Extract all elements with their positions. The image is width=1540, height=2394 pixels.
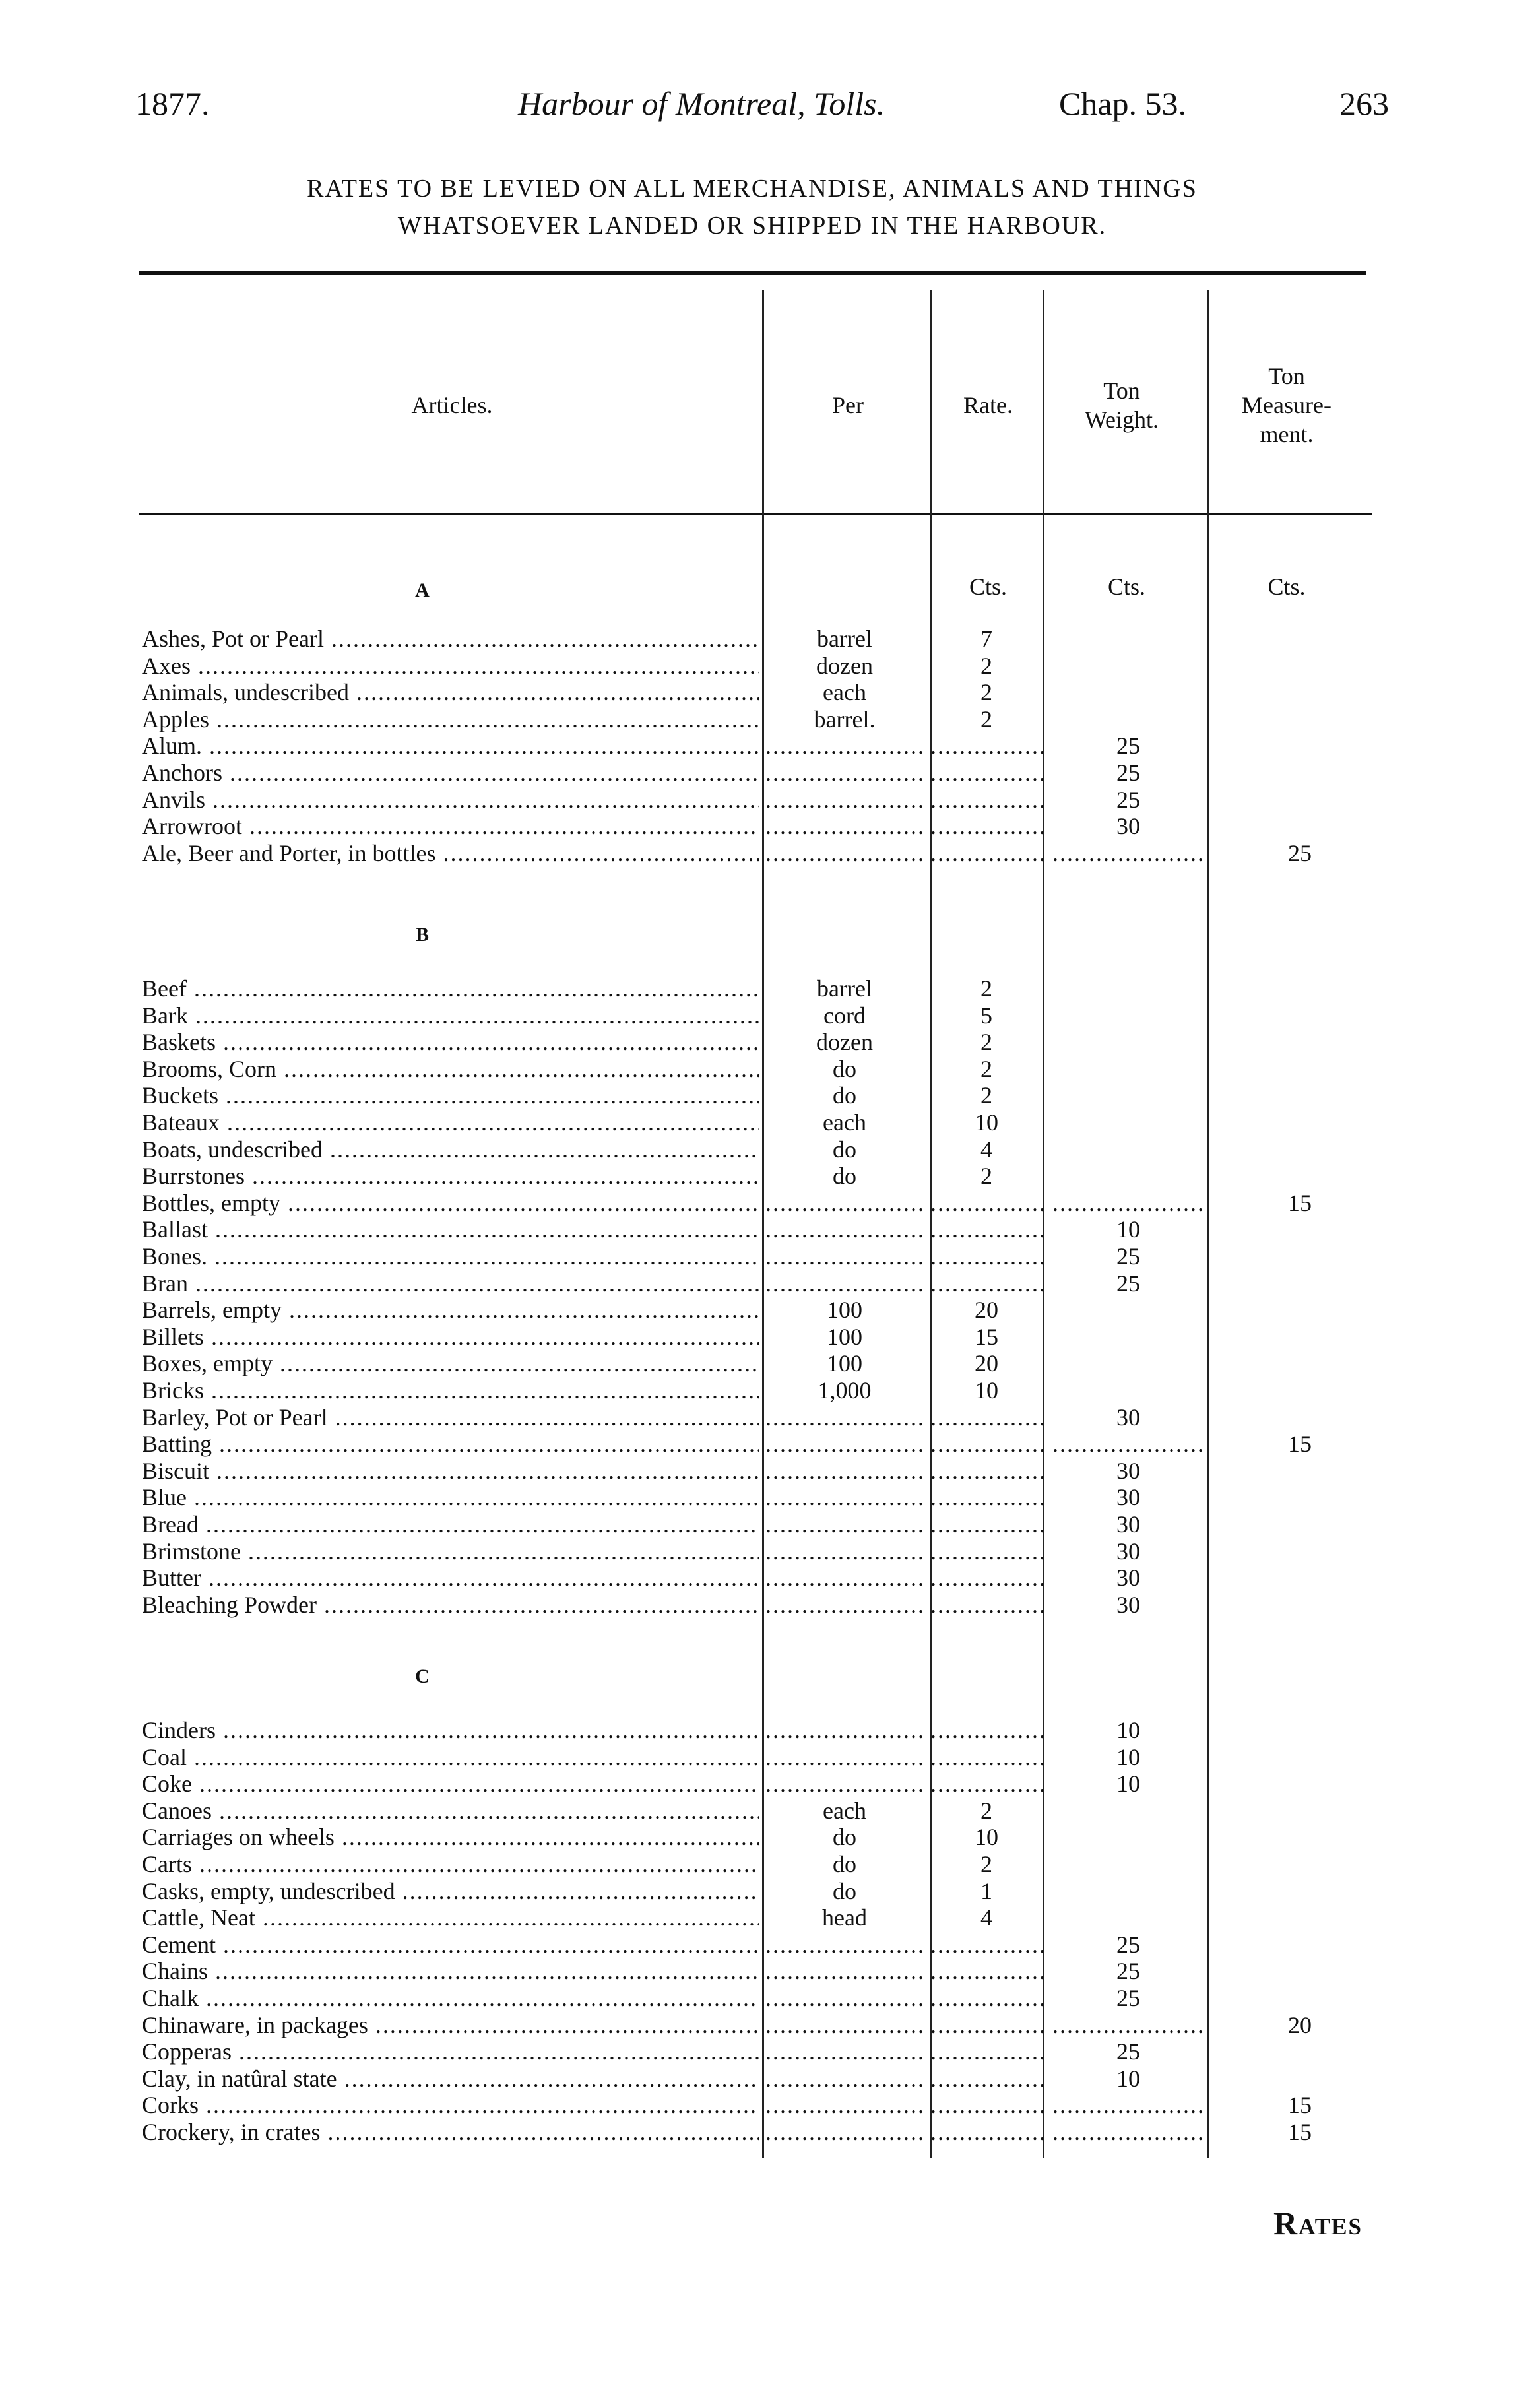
rate-cell xyxy=(930,1717,1043,1743)
table-row xyxy=(142,1243,1382,1270)
per-cell xyxy=(765,1565,924,1591)
table-row xyxy=(142,1958,1382,1984)
article-name: Biscuit ..... xyxy=(142,1458,759,1484)
rate-cell: 5 xyxy=(980,1002,992,1029)
per-cell xyxy=(765,1717,924,1743)
table-row xyxy=(142,2119,1382,2145)
per-cell: do xyxy=(833,1877,856,1904)
article-name: Bottles, empty ..... xyxy=(142,1190,759,1216)
rate-cell xyxy=(930,1931,1043,1958)
catchword: Rates xyxy=(1273,2205,1363,2242)
per-cell xyxy=(765,760,924,786)
article-name: Apples ..... xyxy=(142,706,759,732)
article-name: Canoes ..... xyxy=(142,1797,759,1824)
article-name: Brimstone ..... xyxy=(142,1538,759,1565)
table-row xyxy=(142,1163,1382,1189)
ton-weight-cell xyxy=(1052,2119,1204,2145)
header-title: Harbour of Montreal, Tolls. xyxy=(518,85,885,122)
rate-cell xyxy=(930,1770,1043,1797)
rate-cell xyxy=(930,1216,1043,1243)
rate-cell xyxy=(930,1270,1043,1297)
ton-weight-cell: 30 xyxy=(1116,1404,1140,1431)
article-name: Butter ..... xyxy=(142,1565,759,1591)
ton-weight-cell: 30 xyxy=(1116,1511,1140,1537)
per-cell: do xyxy=(833,1136,856,1163)
article-name: Bran ..... xyxy=(142,1270,759,1297)
column-header-articles: Articles. xyxy=(411,392,493,418)
table-row xyxy=(142,813,1382,839)
article-name: Boats, undescribed ..... xyxy=(142,1136,759,1163)
per-cell: do xyxy=(833,1055,856,1082)
table-row xyxy=(142,1824,1382,1850)
per-cell xyxy=(765,732,924,759)
rate-cell xyxy=(930,1565,1043,1591)
per-cell xyxy=(765,1431,924,1457)
rate-cell: 15 xyxy=(975,1323,998,1350)
article-name: Copperas ..... xyxy=(142,2038,759,2065)
article-name: Barrels, empty ..... xyxy=(142,1297,759,1323)
per-cell: barrel. xyxy=(814,705,876,732)
rate-cell xyxy=(930,1985,1043,2011)
per-cell xyxy=(765,1931,924,1958)
ton-weight-cell: 10 xyxy=(1116,1717,1140,1743)
table-row xyxy=(142,2038,1382,2065)
table-top-rule xyxy=(139,271,1366,275)
per-cell xyxy=(765,1484,924,1510)
rate-cell xyxy=(930,840,1043,866)
table-row xyxy=(142,1851,1382,1877)
section-letter: B xyxy=(415,924,429,946)
column-header-ton-weight: Ton Weight. xyxy=(1084,377,1159,433)
table-row xyxy=(142,653,1382,679)
ton-measurement-cell: 15 xyxy=(1288,2092,1312,2119)
ton-weight-cell xyxy=(1052,2012,1204,2038)
rate-cell: 4 xyxy=(980,1136,992,1163)
rate-cell xyxy=(930,760,1043,786)
table-row xyxy=(142,1592,1382,1618)
section-letter: A xyxy=(415,579,430,601)
table-row xyxy=(142,1744,1382,1770)
rate-cell: 2 xyxy=(980,1163,992,1190)
ton-weight-cell: 30 xyxy=(1116,1591,1140,1618)
rate-cell xyxy=(930,787,1043,813)
rate-cell: 2 xyxy=(980,1055,992,1082)
rate-cell: 2 xyxy=(980,1082,992,1109)
ton-measurement-cell: 15 xyxy=(1288,1431,1312,1458)
ton-weight-cell: 25 xyxy=(1116,1931,1140,1958)
table-row xyxy=(142,1029,1382,1055)
table-row xyxy=(142,1324,1382,1350)
article-name: Anvils ..... xyxy=(142,787,759,813)
per-cell xyxy=(765,2065,924,2092)
table-row xyxy=(142,2012,1382,2038)
rate-cell: 2 xyxy=(980,679,992,706)
article-name: Animals, undescribed ..... xyxy=(142,679,759,705)
ton-weight-cell: 10 xyxy=(1116,2065,1140,2092)
ton-weight-cell: 25 xyxy=(1116,2038,1140,2065)
rate-cell xyxy=(930,1190,1043,1216)
per-cell: do xyxy=(833,1082,856,1109)
table-row xyxy=(142,760,1382,786)
rate-cell: 4 xyxy=(980,1904,992,1931)
running-header xyxy=(135,84,1389,137)
article-name: Anchors ..... xyxy=(142,760,759,786)
ton-weight-cell: 30 xyxy=(1116,813,1140,840)
table-row xyxy=(142,2092,1382,2118)
rate-cell xyxy=(930,2065,1043,2092)
per-cell xyxy=(765,1270,924,1297)
per-cell: cord xyxy=(823,1002,866,1029)
table-row xyxy=(142,1538,1382,1565)
table-row xyxy=(142,1350,1382,1376)
article-name: Billets ..... xyxy=(142,1324,759,1350)
table-row xyxy=(142,1109,1382,1136)
table-row xyxy=(142,1484,1382,1510)
table-row xyxy=(142,1878,1382,1904)
article-name: Cement ..... xyxy=(142,1931,759,1958)
article-name: Buckets ..... xyxy=(142,1082,759,1109)
rate-cell: 7 xyxy=(980,626,992,652)
rate-cell xyxy=(930,1538,1043,1565)
article-name: Batting ..... xyxy=(142,1431,759,1457)
rate-cell xyxy=(930,1744,1043,1770)
table-row xyxy=(142,1270,1382,1297)
article-name: Chains ..... xyxy=(142,1958,759,1984)
per-cell xyxy=(765,1511,924,1537)
ton-weight-cell: 25 xyxy=(1116,1243,1140,1270)
article-name: Brooms, Corn ..... xyxy=(142,1056,759,1082)
per-cell: do xyxy=(833,1163,856,1190)
article-name: Bones. ..... xyxy=(142,1243,759,1270)
rate-cell: 10 xyxy=(975,1824,998,1851)
per-cell xyxy=(765,787,924,813)
per-cell xyxy=(765,1190,924,1216)
table-row xyxy=(142,732,1382,759)
per-cell xyxy=(765,1538,924,1565)
ton-weight-cell: 10 xyxy=(1116,1216,1140,1243)
table-row xyxy=(142,1511,1382,1537)
ton-weight-cell: 25 xyxy=(1116,760,1140,786)
ton-weight-cell: 25 xyxy=(1116,786,1140,813)
per-cell xyxy=(765,1744,924,1770)
per-cell: each xyxy=(823,679,866,706)
table-row xyxy=(142,1931,1382,1958)
per-cell: barrel xyxy=(817,975,872,1002)
ton-weight-cell: 25 xyxy=(1116,732,1140,760)
article-name: Ballast ..... xyxy=(142,1216,759,1243)
per-cell xyxy=(765,1216,924,1243)
article-name: Carriages on wheels ..... xyxy=(142,1824,759,1850)
ton-measurement-cell: 20 xyxy=(1288,2011,1312,2038)
article-name: Baskets ..... xyxy=(142,1029,759,1055)
rate-cell: 10 xyxy=(975,1109,998,1136)
article-name: Ashes, Pot or Pearl ..... xyxy=(142,626,759,652)
rate-cell: 10 xyxy=(975,1377,998,1404)
ton-weight-cell xyxy=(1052,840,1204,866)
article-name: Boxes, empty ..... xyxy=(142,1350,759,1376)
per-cell: do xyxy=(833,1851,856,1877)
article-name: Chinaware, in packages ..... xyxy=(142,2012,759,2038)
rate-unit: Cts. xyxy=(969,573,1008,600)
rate-cell xyxy=(930,1458,1043,1484)
rate-cell: 2 xyxy=(980,975,992,1002)
rates-title xyxy=(135,170,1369,244)
table-row xyxy=(142,1717,1382,1743)
article-name: Bark ..... xyxy=(142,1002,759,1029)
per-cell xyxy=(765,2038,924,2065)
article-name: Crockery, in crates ..... xyxy=(142,2119,759,2145)
table-row xyxy=(142,706,1382,732)
article-name: Axes ..... xyxy=(142,653,759,679)
article-name: Beef ..... xyxy=(142,975,759,1002)
article-name: Bread ..... xyxy=(142,1511,759,1537)
ton-measurement-cell: 15 xyxy=(1288,2119,1312,2145)
ton-weight-cell: 25 xyxy=(1116,1985,1140,2011)
table-row xyxy=(142,1904,1382,1931)
table-row xyxy=(142,1377,1382,1404)
per-cell xyxy=(765,813,924,839)
ton-weight-cell: 30 xyxy=(1116,1565,1140,1592)
rate-cell xyxy=(930,1431,1043,1457)
per-cell: each xyxy=(823,1109,866,1136)
table-row xyxy=(142,2065,1382,2092)
column-header-per: Per xyxy=(832,392,864,418)
rate-cell xyxy=(930,2012,1043,2038)
per-cell xyxy=(765,1770,924,1797)
per-cell: 1,000 xyxy=(818,1377,872,1404)
ton-weight-cell: 10 xyxy=(1116,1770,1140,1797)
article-name: Burrstones ..... xyxy=(142,1163,759,1189)
rate-cell xyxy=(930,813,1043,839)
article-name: Barley, Pot or Pearl ..... xyxy=(142,1404,759,1431)
rates-title-line-1: RATES TO BE LEVIED ON ALL MERCHANDISE, ANIMALS AND THINGS xyxy=(307,175,1198,203)
table-row xyxy=(142,1431,1382,1457)
per-cell: dozen xyxy=(816,652,873,679)
rate-cell: 2 xyxy=(980,1851,992,1877)
per-cell: dozen xyxy=(816,1029,873,1056)
table-row xyxy=(142,679,1382,705)
table-row xyxy=(142,1458,1382,1484)
rate-cell xyxy=(930,1404,1043,1431)
per-cell xyxy=(765,1592,924,1618)
per-cell xyxy=(765,840,924,866)
article-name: Bateaux ..... xyxy=(142,1109,759,1136)
ton-weight-unit: Cts. xyxy=(1107,573,1146,600)
per-cell: each xyxy=(823,1797,866,1824)
rate-cell xyxy=(930,2038,1043,2065)
table-row xyxy=(142,1190,1382,1216)
article-name: Casks, empty, undescribed ..... xyxy=(142,1878,759,1904)
table-row xyxy=(142,787,1382,813)
ton-measurement-cell: 15 xyxy=(1288,1189,1312,1216)
per-cell: 100 xyxy=(827,1323,862,1350)
table-row xyxy=(142,1565,1382,1591)
ton-weight-cell: 25 xyxy=(1116,1270,1140,1297)
article-name: Ale, Beer and Porter, in bottles ..... xyxy=(142,840,759,866)
per-cell xyxy=(765,1404,924,1431)
article-name: Alum. ..... xyxy=(142,732,759,759)
per-cell: do xyxy=(833,1824,856,1851)
article-name: Clay, in natûral state ..... xyxy=(142,2065,759,2092)
header-year: 1877. xyxy=(135,85,210,122)
per-cell: head xyxy=(822,1904,867,1931)
article-name: Coke ..... xyxy=(142,1770,759,1797)
article-name: Bleaching Powder ..... xyxy=(142,1592,759,1618)
ton-weight-cell: 30 xyxy=(1116,1537,1140,1565)
ton-weight-cell: 30 xyxy=(1116,1484,1140,1511)
article-name: Cinders ..... xyxy=(142,1717,759,1743)
article-name: Chalk ..... xyxy=(142,1985,759,2011)
ton-weight-cell: 10 xyxy=(1116,1743,1140,1770)
ton-weight-cell: 25 xyxy=(1116,1958,1140,1985)
table-row xyxy=(142,1082,1382,1109)
column-header-rate: Rate. xyxy=(963,392,1013,418)
rate-cell xyxy=(930,1511,1043,1537)
per-cell: barrel xyxy=(817,626,872,652)
table-row xyxy=(142,1404,1382,1431)
rate-cell: 1 xyxy=(980,1877,992,1904)
rate-cell: 2 xyxy=(980,1029,992,1056)
ton-weight-cell xyxy=(1052,1431,1204,1457)
table-row xyxy=(142,975,1382,1002)
ton-weight-cell xyxy=(1052,1190,1204,1216)
article-name: Carts ..... xyxy=(142,1851,759,1877)
article-name: Bricks ..... xyxy=(142,1377,759,1404)
rate-cell: 20 xyxy=(975,1297,998,1324)
table-row xyxy=(142,1002,1382,1029)
header-page-number: 263 xyxy=(1339,85,1389,122)
ton-weight-cell: 30 xyxy=(1116,1457,1140,1484)
rate-cell xyxy=(930,1958,1043,1984)
rates-title-line-2: WHATSOEVER LANDED OR SHIPPED IN THE HARBOUR. xyxy=(397,212,1107,240)
rate-cell xyxy=(930,1592,1043,1618)
rate-cell xyxy=(930,1243,1043,1270)
article-name: Corks ..... xyxy=(142,2092,759,2118)
per-cell: 100 xyxy=(827,1350,862,1377)
per-cell xyxy=(765,2119,924,2145)
table-row xyxy=(142,1297,1382,1323)
article-name: Coal ..... xyxy=(142,1744,759,1770)
rate-cell: 2 xyxy=(980,705,992,732)
rate-cell xyxy=(930,2119,1043,2145)
rate-cell xyxy=(930,2092,1043,2118)
rate-cell xyxy=(930,1484,1043,1510)
article-name: Blue ..... xyxy=(142,1484,759,1510)
rate-cell: 20 xyxy=(975,1350,998,1377)
header-bottom-rule xyxy=(139,513,1372,515)
table-row xyxy=(142,1216,1382,1243)
ton-weight-cell xyxy=(1052,2092,1204,2118)
rate-cell: 2 xyxy=(980,1797,992,1824)
table-row xyxy=(142,1056,1382,1082)
section-letter: C xyxy=(415,1666,430,1687)
per-cell xyxy=(765,2012,924,2038)
per-cell xyxy=(765,1243,924,1270)
article-name: Arrowroot ..... xyxy=(142,813,759,839)
ton-measurement-cell: 25 xyxy=(1288,839,1312,866)
table-row xyxy=(142,840,1382,866)
table-row xyxy=(142,1985,1382,2011)
table-row xyxy=(142,1136,1382,1163)
table-row xyxy=(142,1797,1382,1824)
article-name: Cattle, Neat ..... xyxy=(142,1904,759,1931)
table-row xyxy=(142,1770,1382,1797)
table-row xyxy=(142,626,1382,652)
per-cell: 100 xyxy=(827,1297,862,1324)
per-cell xyxy=(765,1985,924,2011)
per-cell xyxy=(765,1458,924,1484)
rate-cell xyxy=(930,732,1043,759)
header-chapter: Chap. 53. xyxy=(1059,85,1187,122)
ton-measurement-unit: Cts. xyxy=(1267,573,1306,600)
per-cell xyxy=(765,2092,924,2118)
rate-cell: 2 xyxy=(980,652,992,679)
column-header-ton-measurement: Ton Measure- ment. xyxy=(1242,363,1331,447)
per-cell xyxy=(765,1958,924,1984)
